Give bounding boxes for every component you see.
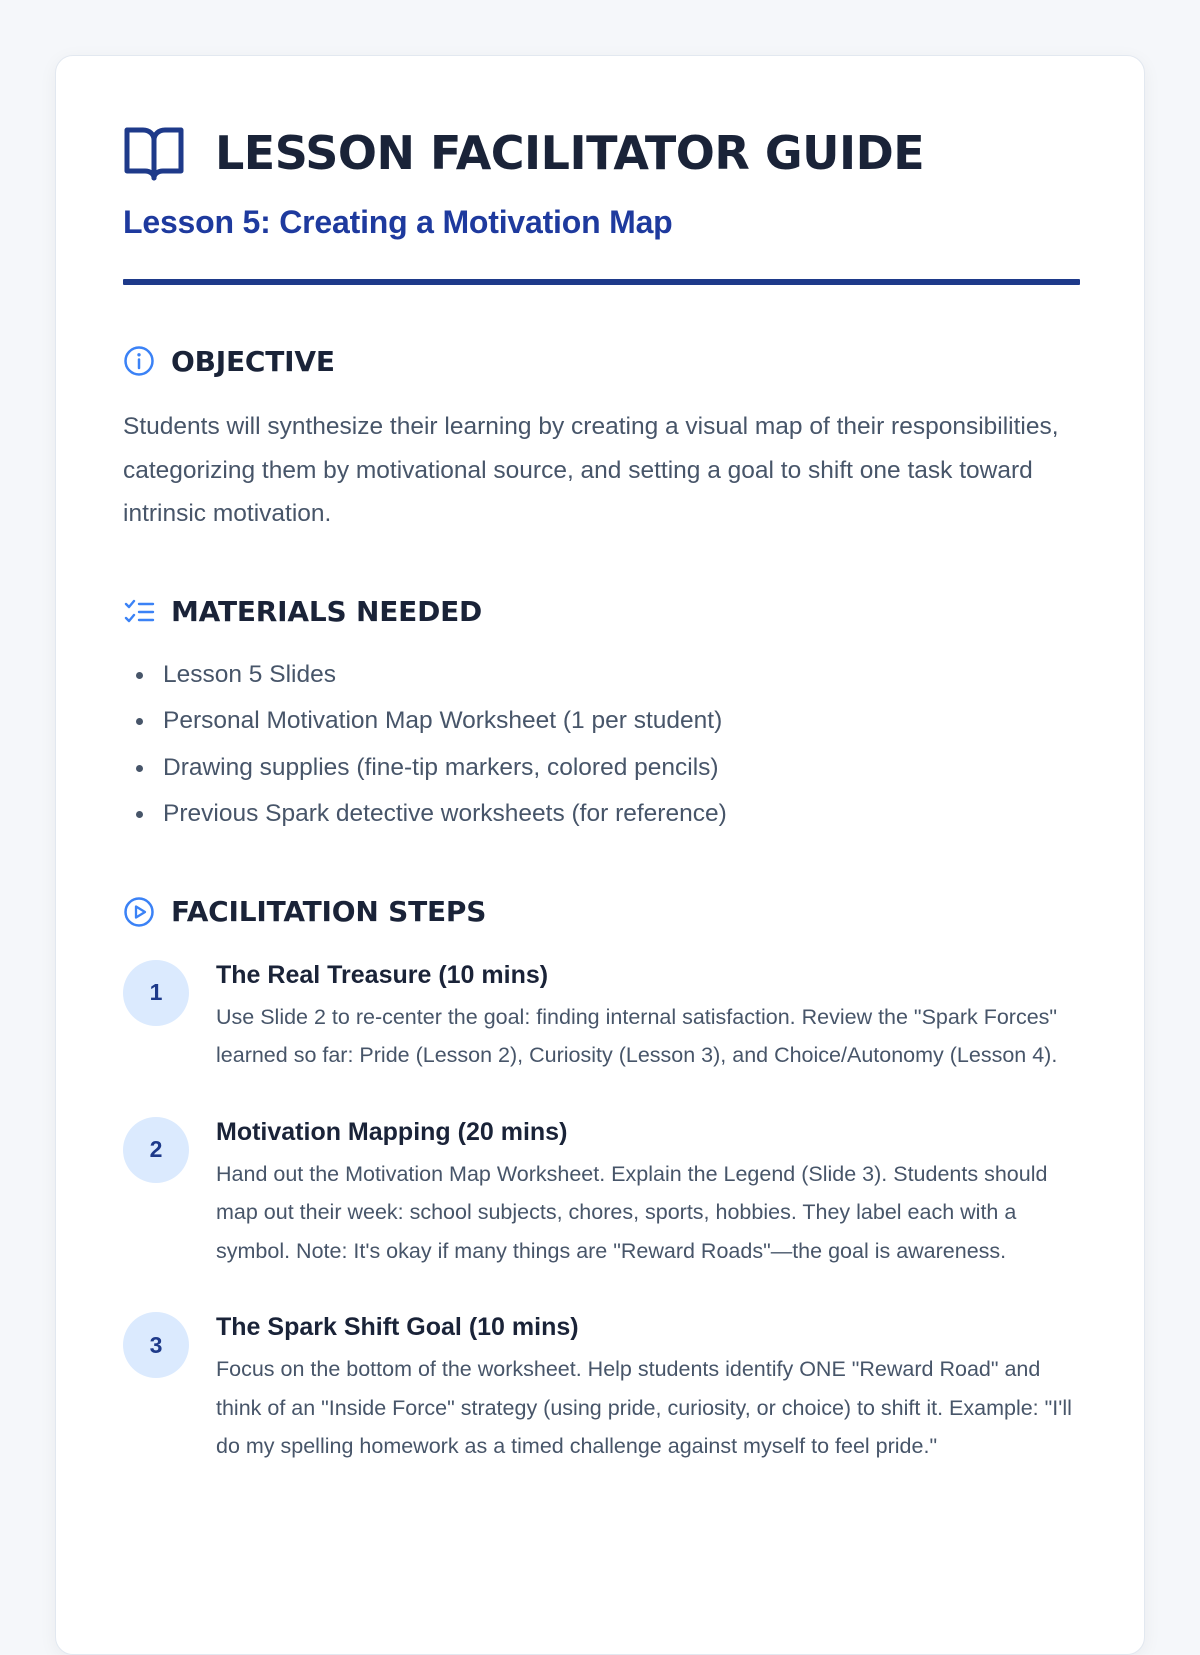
- play-circle-icon: [123, 896, 155, 928]
- step-number-badge: 1: [123, 960, 189, 1026]
- objective-text: Students will synthesize their learning by creating a visual map of their responsibilities, categorizing them by motivational source, and setting a goal to shift one task toward intrinsic motivation.: [123, 413, 1059, 527]
- step-item: [123, 1117, 1077, 1271]
- materials-list: [123, 652, 1077, 838]
- page-title: LESSON FACILITATOR GUIDE: [215, 126, 925, 180]
- step-number-badge: 3: [123, 1312, 189, 1378]
- list-item: Personal Motivation Map Worksheet (1 per student): [123, 698, 1077, 745]
- list-item: Previous Spark detective worksheets (for reference): [123, 791, 1077, 838]
- checklist-icon: [123, 596, 155, 628]
- steps-heading-row: [123, 894, 1077, 930]
- step-description: Focus on the bottom of the worksheet. Help students identify ONE "Reward Road" and think of an "Inside Force" strategy (using pride, curiosity, or choice) to shift it. Example: "I'll do my spelling homework as a timed challenge against myself to feel pride.": [216, 1357, 1072, 1458]
- objective-heading: OBJECTIVE: [171, 344, 335, 378]
- step-body: [216, 1312, 1077, 1466]
- materials-heading: MATERIALS NEEDED: [171, 595, 483, 628]
- title-row: [123, 124, 1077, 182]
- step-body: [216, 960, 1077, 1075]
- materials-heading-row: [123, 594, 1077, 630]
- lesson-subtitle: Lesson 5: Creating a Motivation Map: [123, 204, 673, 240]
- info-circle-icon: [123, 345, 155, 377]
- objective-heading-row: [123, 343, 1077, 379]
- step-item: [123, 960, 1077, 1075]
- list-item: Drawing supplies (fine-tip markers, colored pencils): [123, 745, 1077, 792]
- header-divider: [123, 279, 1080, 285]
- step-title: The Spark Shift Goal (10 mins): [216, 1313, 579, 1341]
- facilitator-guide-card: [55, 55, 1145, 1655]
- step-number-badge: 2: [123, 1117, 189, 1183]
- step-description: Hand out the Motivation Map Worksheet. Explain the Legend (Slide 3). Students should map out their week: school subjects, chores, sports, hobbies. They label each with a symbol. Note: It's okay if many things are "Reward Roads"—the goal is awareness.: [216, 1161, 1048, 1263]
- step-body: [216, 1117, 1077, 1271]
- list-item: Lesson 5 Slides: [123, 652, 1077, 699]
- materials-section: [123, 594, 1077, 838]
- steps-heading: FACILITATION STEPS: [171, 895, 487, 928]
- objective-section: [123, 343, 1077, 536]
- step-item: [123, 1312, 1077, 1466]
- step-title: The Real Treasure (10 mins): [216, 960, 549, 989]
- open-book-icon: [123, 123, 187, 183]
- facilitation-steps-section: [123, 894, 1077, 1466]
- step-description: Use Slide 2 to re-center the goal: finding internal satisfaction. Review the "Spark Forces" learned so far: Pride (Lesson 2), Curiosity (Lesson 3), and Choice/Autonomy (Lesson 4).: [216, 1004, 1058, 1067]
- step-title: Motivation Mapping (20 mins): [216, 1117, 568, 1146]
